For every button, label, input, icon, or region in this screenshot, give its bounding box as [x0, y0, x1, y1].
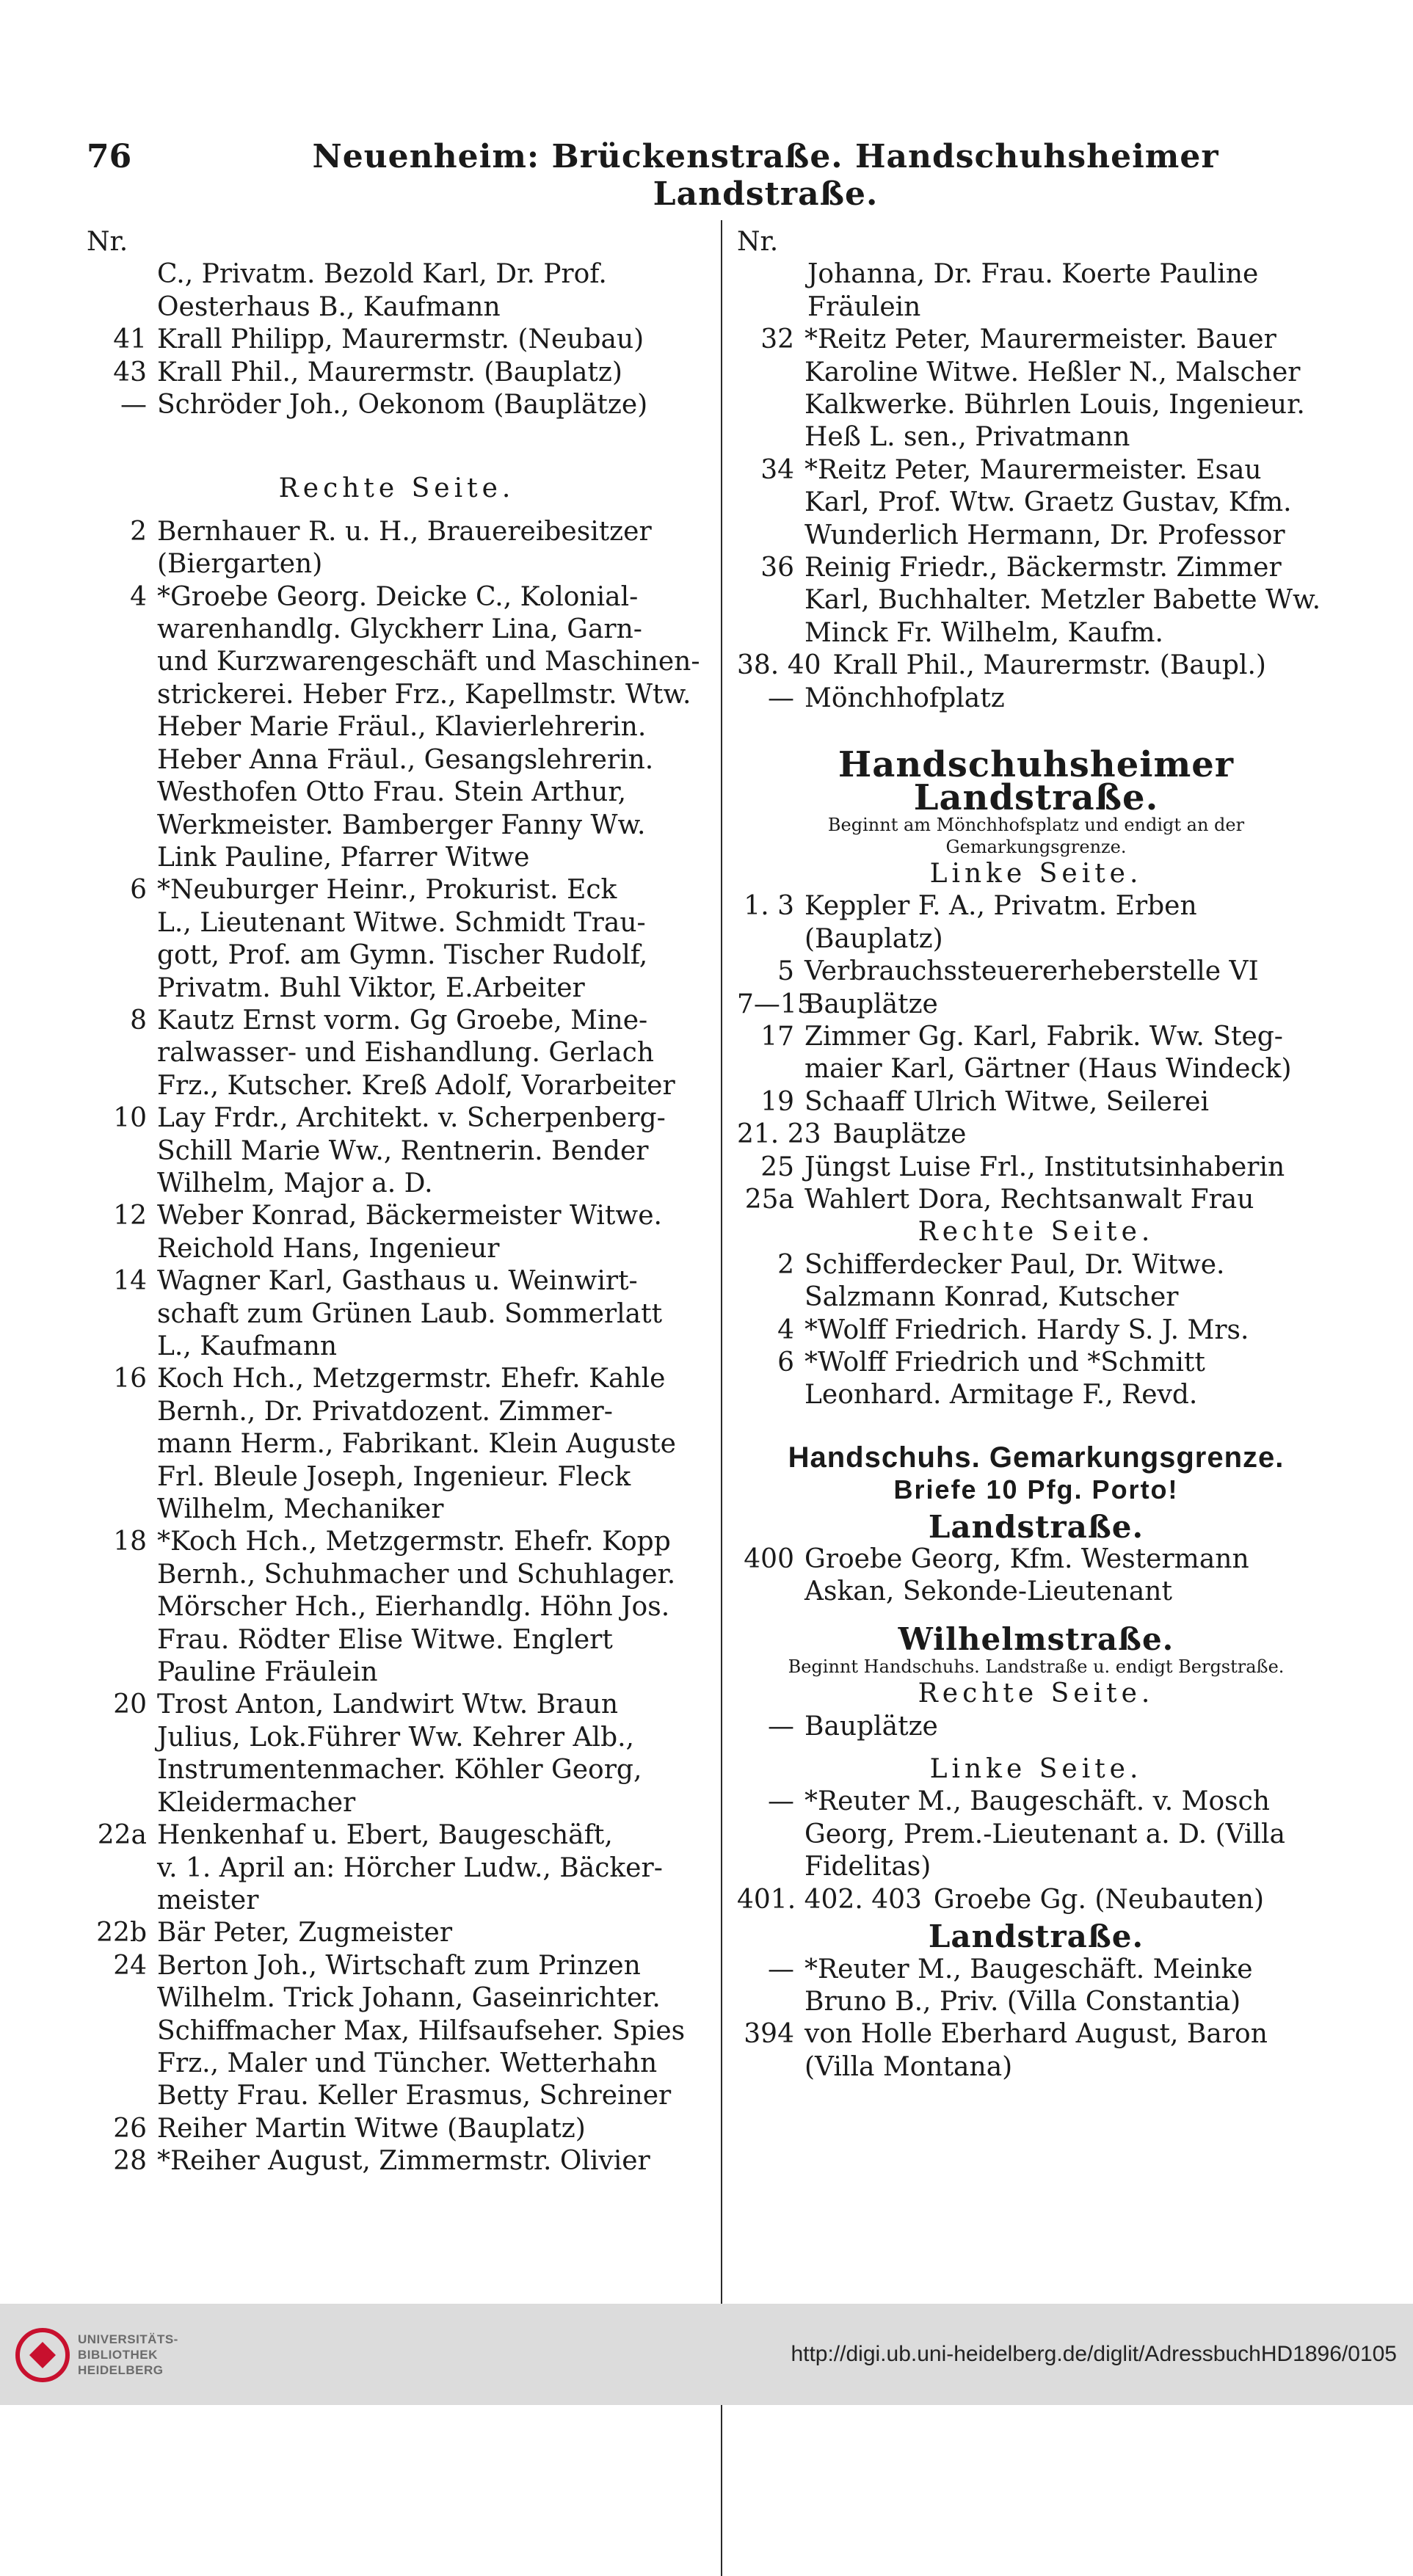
- entry-list: [737, 1711, 1335, 1743]
- house-number: 21. 23: [737, 1119, 821, 1150]
- address-entry: [737, 1884, 1335, 1916]
- entry-text: [804, 683, 1335, 715]
- entry-line: Julius, Lok.Führer Ww. Kehrer Alb.,: [157, 1722, 635, 1753]
- right-column: [737, 226, 1335, 2084]
- entry-line: Minck Fr. Wilhelm, Kaufm.: [804, 617, 1163, 648]
- entry-line: *Reuter M., Baugeschäft. Meinke: [804, 1954, 1253, 1984]
- address-entry: [87, 1917, 707, 1949]
- entry-line: und Kurzwarengeschäft und Maschinen-: [157, 647, 700, 677]
- address-entry: [737, 1249, 1335, 1314]
- address-entry: [87, 1950, 707, 2113]
- address-entry: [737, 683, 1335, 715]
- entry-list: [87, 516, 707, 2178]
- house-number: 32: [760, 324, 794, 355]
- house-number: —: [768, 1711, 794, 1742]
- entry-text: [804, 890, 1335, 956]
- page-number: 76: [87, 138, 132, 175]
- entry-line: Wunderlich Hermann, Dr. Professor: [804, 520, 1285, 550]
- entry-text: [804, 1954, 1335, 2019]
- house-number: 43: [113, 357, 147, 388]
- entry-list: [737, 890, 1335, 1216]
- address-entry: [737, 1347, 1335, 1412]
- address-entry: [87, 2113, 707, 2145]
- entry-line: von Holle Eberhard August, Baron: [804, 2019, 1268, 2050]
- address-entry: [737, 2018, 1335, 2084]
- address-entry: [737, 552, 1335, 650]
- entry-line: L., Lieutenant Witwe. Schmidt Trau-: [157, 907, 646, 938]
- library-name-line: HEIDELBERG: [78, 2363, 164, 2377]
- entry-line: Schill Marie Ww., Rentnerin. Bender: [157, 1135, 649, 1166]
- address-entry: [737, 890, 1335, 956]
- house-number: 12: [113, 1201, 147, 1231]
- entry-line: (Villa Montana): [804, 2051, 1013, 2082]
- entry-line: Betty Frau. Keller Erasmus, Schreiner: [157, 2081, 672, 2111]
- house-number: —: [768, 1954, 794, 1984]
- house-number: 1. 3: [744, 891, 794, 922]
- page-header: [87, 138, 1298, 213]
- address-entry: [87, 2145, 707, 2177]
- entry-list: [737, 1954, 1335, 2084]
- house-number: 38. 40: [737, 650, 821, 681]
- library-name: [78, 2332, 178, 2378]
- entry-text: [157, 874, 707, 1005]
- library-seal-icon: [13, 2326, 72, 2384]
- intro-block: [737, 258, 1335, 324]
- house-number: 16: [113, 1364, 147, 1394]
- address-entry: [737, 1086, 1335, 1118]
- entry-line: Keppler F. A., Privatm. Erben: [804, 891, 1197, 922]
- entry-text: [157, 581, 707, 875]
- address-entry: [87, 1102, 707, 1200]
- street-subtitle: [737, 814, 1335, 858]
- entry-line: gott, Prof. am Gymn. Tischer Rudolf,: [157, 940, 648, 971]
- entry-text: [804, 1711, 1335, 1743]
- intro-block: [87, 258, 707, 324]
- library-name-line: BIBLIOTHEK: [78, 2348, 158, 2362]
- house-number: 25a: [744, 1184, 794, 1215]
- entry-line: Frz., Kutscher. Kreß Adolf, Vorarbeiter: [157, 1070, 675, 1101]
- entry-line: Jüngst Luise Frl., Institutsinhaberin: [804, 1151, 1285, 1182]
- entry-line: Privatm. Buhl Viktor, E.Arbeiter: [157, 972, 585, 1003]
- house-number: 5: [777, 956, 794, 987]
- entry-line: *Wolff Friedrich und *Schmitt: [804, 1347, 1205, 1378]
- entry-text: [804, 1314, 1335, 1347]
- text-line: Gemarkungsgrenze.: [945, 836, 1127, 857]
- street-title-wilhelmstrasse: Wilhelmstraße.: [898, 1620, 1174, 1657]
- house-number: 6: [130, 875, 147, 906]
- text-line: Johanna, Dr. Frau. Koerte Pauline: [807, 259, 1259, 290]
- text-line: C., Privatm. Bezold Karl, Dr. Prof.: [157, 259, 607, 290]
- entry-line: Askan, Sekonde-Lieutenant: [804, 1576, 1172, 1607]
- entry-line: strickerei. Heber Frz., Kapellmstr. Wtw.: [157, 679, 691, 710]
- address-entry: [87, 1819, 707, 1917]
- entry-text: [804, 956, 1335, 988]
- footer-bar: [0, 2304, 1413, 2405]
- text-line: Oesterhaus B., Kaufmann: [157, 291, 501, 322]
- address-entry: [737, 1118, 1335, 1151]
- address-entry: [87, 324, 707, 356]
- house-number: 19: [760, 1086, 794, 1117]
- address-entry: [737, 324, 1335, 454]
- column-divider: [721, 220, 722, 2576]
- entry-line: Schröder Joh., Oekonom (Bauplätze): [157, 390, 648, 421]
- entry-line: Leonhard. Armitage F., Revd.: [804, 1380, 1198, 1411]
- entry-line: Verbrauchssteuererheberstelle VI: [804, 956, 1259, 987]
- entry-line: Mörscher Hch., Eierhandlg. Höhn Jos.: [157, 1592, 670, 1623]
- address-entry: [737, 650, 1335, 682]
- entry-line: Instrumentenmacher. Köhler Georg,: [157, 1755, 642, 1786]
- address-entry: [737, 1543, 1335, 1609]
- house-number: 18: [113, 1527, 147, 1557]
- entry-text: [833, 1118, 1335, 1151]
- entry-line: (Bauplatz): [804, 923, 943, 954]
- house-number: 6: [777, 1347, 794, 1378]
- entry-text: [804, 454, 1335, 552]
- entry-line: *Reitz Peter, Maurermeister. Esau: [804, 454, 1262, 485]
- entry-text: [157, 1950, 707, 2113]
- entry-line: Krall Philipp, Maurermstr. (Neubau): [157, 324, 644, 355]
- entry-line: Berton Joh., Wirtschaft zum Prinzen: [157, 1950, 641, 1981]
- address-entry: [87, 1526, 707, 1689]
- entry-line: Wilhelm. Trick Johann, Gaseinrichter.: [157, 1983, 661, 2014]
- entry-line: Link Pauline, Pfarrer Witwe: [157, 842, 530, 873]
- section-title-right-side: Rechte Seite.: [918, 1217, 1155, 1248]
- house-number: 400: [744, 1544, 794, 1575]
- address-entry: [87, 1363, 707, 1526]
- entry-line: Henkenhaf u. Ebert, Baugeschäft,: [157, 1820, 613, 1851]
- entry-line: Kleidermacher: [157, 1787, 356, 1818]
- entry-line: Wilhelm, Major a. D.: [157, 1168, 433, 1198]
- address-entry: [737, 989, 1335, 1021]
- address-entry: [87, 1689, 707, 1819]
- library-name-line: UNIVERSITÄTS-: [78, 2332, 178, 2346]
- entry-text: [804, 989, 1335, 1021]
- entry-text: [804, 1543, 1335, 1609]
- entry-text: [804, 552, 1335, 650]
- entry-line: Pauline Fräulein: [157, 1657, 378, 1688]
- entry-text: [804, 1021, 1335, 1086]
- entry-line: Heß L. sen., Privatmann: [804, 422, 1130, 453]
- entry-line: Bernhauer R. u. H., Brauereibesitzer: [157, 516, 652, 547]
- house-number: 24: [113, 1950, 147, 1981]
- page-title: Neuenheim: Brückenstraße. Handschuhsheimer Landstraße.: [312, 138, 1219, 213]
- entry-line: Trost Anton, Landwirt Wtw. Braun: [157, 1689, 619, 1720]
- street-subtitle: Beginnt Handschuhs. Landstraße u. endigt Bergstraße.: [788, 1656, 1285, 1678]
- entry-text: [157, 1005, 707, 1102]
- entry-line: (Biergarten): [157, 549, 323, 580]
- entry-text: [157, 1363, 707, 1526]
- house-number: —: [768, 683, 794, 713]
- entry-line: Heber Anna Fräul., Gesangslehrerin.: [157, 744, 654, 775]
- entry-line: Karoline Witwe. Heßler N., Malscher: [804, 357, 1301, 388]
- entry-text: [804, 1151, 1335, 1184]
- entry-text: [804, 2018, 1335, 2084]
- entry-text: [833, 650, 1335, 682]
- entry-text: [157, 389, 707, 421]
- address-entry: [87, 357, 707, 389]
- entry-line: Wahlert Dora, Rechtsanwalt Frau: [804, 1184, 1254, 1215]
- entry-text: [157, 1200, 707, 1265]
- house-number: 401. 402. 403: [737, 1884, 922, 1915]
- address-entry: [737, 1954, 1335, 2019]
- entry-line: Kalkwerke. Bührlen Louis, Ingenieur.: [804, 390, 1305, 421]
- entry-line: Frau. Rödter Elise Witwe. Englert: [157, 1624, 613, 1655]
- street-title-handschuhsheimer-landstrasse: Handschuhsheimer Landstraße.: [838, 744, 1235, 818]
- entry-text: [157, 324, 707, 356]
- entry-list: [737, 1786, 1335, 1916]
- entry-line: Weber Konrad, Bäckermeister Witwe.: [157, 1201, 662, 1231]
- entry-line: Bernh., Schuhmacher und Schuhlager.: [157, 1559, 676, 1590]
- gemarkung-title: Handschuhs. Gemarkungsgrenze.: [788, 1441, 1285, 1474]
- house-number: 4: [777, 1314, 794, 1345]
- entry-text: [157, 1265, 707, 1363]
- entry-text: [157, 2113, 707, 2145]
- house-number: 28: [113, 2146, 147, 2177]
- house-number: 4: [130, 581, 147, 612]
- entry-line: Reinig Friedr., Bäckermstr. Zimmer: [804, 553, 1282, 583]
- entry-text: [804, 1086, 1335, 1118]
- entry-line: v. 1. April an: Hörcher Ludw., Bäcker-: [157, 1852, 663, 1883]
- section-title-left-side: Linke Seite.: [929, 1754, 1143, 1785]
- porto-notice: Briefe 10 Pfg. Porto!: [893, 1474, 1179, 1505]
- entry-line: schaft zum Grünen Laub. Sommerlatt: [157, 1298, 663, 1329]
- entry-list: [737, 1543, 1335, 1609]
- entry-text: [157, 357, 707, 389]
- entry-text: [157, 1689, 707, 1819]
- house-number: 41: [113, 324, 147, 355]
- entry-line: *Reitz Peter, Maurermeister. Bauer: [804, 324, 1276, 355]
- house-number: 20: [113, 1689, 147, 1720]
- entry-line: Groebe Gg. (Neubauten): [933, 1884, 1265, 1915]
- entry-line: Koch Hch., Metzgermstr. Ehefr. Kahle: [157, 1364, 666, 1394]
- entry-line: Reichold Hans, Ingenieur: [157, 1233, 500, 1264]
- address-entry: [737, 1786, 1335, 1883]
- entry-line: Kautz Ernst vorm. Gg Groebe, Mine-: [157, 1005, 648, 1036]
- entry-line: Wilhelm, Mechaniker: [157, 1494, 444, 1525]
- entry-line: Bauplätze: [804, 1711, 938, 1742]
- entry-line: *Groebe Georg. Deicke C., Kolonial-: [157, 581, 639, 612]
- house-number: 2: [130, 516, 147, 547]
- entry-text: [157, 516, 707, 581]
- house-number: 10: [113, 1103, 147, 1134]
- entry-line: Frz., Maler und Tüncher. Wetterhahn: [157, 2048, 658, 2078]
- entry-line: Schifferdecker Paul, Dr. Witwe.: [804, 1249, 1225, 1280]
- entry-line: Zimmer Gg. Karl, Fabrik. Ww. Steg-: [804, 1021, 1283, 1052]
- house-number: 36: [760, 553, 794, 583]
- house-number: —: [768, 1786, 794, 1817]
- entry-text: [804, 1786, 1335, 1883]
- entry-line: Schiffmacher Max, Hilfsaufseher. Spies: [157, 2015, 686, 2046]
- text-line: Beginnt am Mönchhofsplatz und endigt an der: [827, 814, 1245, 835]
- entry-list: [87, 324, 707, 421]
- street-title-landstrasse: Landstraße.: [928, 1508, 1144, 1545]
- entry-line: Reiher Martin Witwe (Bauplatz): [157, 2113, 586, 2144]
- entry-text: [157, 1102, 707, 1200]
- entry-line: Bauplätze: [804, 989, 938, 1019]
- entry-line: Heber Marie Fräul., Klavierlehrerin.: [157, 712, 647, 743]
- entry-line: warenhandlg. Glyckherr Lina, Garn-: [157, 614, 642, 645]
- address-entry: [87, 581, 707, 875]
- entry-line: L., Kaufmann: [157, 1331, 338, 1361]
- entry-line: Groebe Georg, Kfm. Westermann: [804, 1544, 1249, 1575]
- house-number: 14: [113, 1266, 147, 1297]
- entry-line: maier Karl, Gärtner (Haus Windeck): [804, 1054, 1292, 1085]
- entry-line: Karl, Buchhalter. Metzler Babette Ww.: [804, 585, 1321, 616]
- entry-list: [737, 1249, 1335, 1412]
- entry-text: [157, 1917, 707, 1949]
- entry-text: [804, 324, 1335, 454]
- street-title-landstrasse: Landstraße.: [928, 1918, 1144, 1955]
- left-column: [87, 226, 707, 2178]
- entry-text: [804, 1347, 1335, 1412]
- entry-text: [804, 1249, 1335, 1314]
- entry-line: Schaaff Ulrich Witwe, Seilerei: [804, 1086, 1210, 1117]
- house-number: 17: [760, 1021, 794, 1052]
- entry-list: [737, 324, 1335, 715]
- entry-line: Werkmeister. Bamberger Fanny Ww.: [157, 809, 646, 840]
- address-entry: [737, 956, 1335, 988]
- nr-label: Nr.: [87, 227, 128, 257]
- entry-line: Fidelitas): [804, 1852, 931, 1882]
- entry-text: [804, 1184, 1335, 1216]
- house-number: 34: [760, 454, 794, 485]
- entry-line: meister: [157, 1885, 259, 1915]
- address-entry: [737, 1184, 1335, 1216]
- entry-line: Wagner Karl, Gasthaus u. Weinwirt-: [157, 1266, 638, 1297]
- entry-line: Bruno B., Priv. (Villa Constantia): [804, 1986, 1241, 2017]
- section-title-right-side: Rechte Seite.: [278, 473, 515, 504]
- entry-line: *Wolff Friedrich. Hardy S. J. Mrs.: [804, 1314, 1249, 1345]
- section-title-right-side: Rechte Seite.: [918, 1678, 1155, 1709]
- house-number: 26: [113, 2113, 147, 2144]
- entry-line: Salzmann Konrad, Kutscher: [804, 1282, 1179, 1313]
- entry-line: Bernh., Dr. Privatdozent. Zimmer-: [157, 1396, 613, 1427]
- address-entry: [87, 874, 707, 1005]
- entry-line: Krall Phil., Maurermstr. (Bauplatz): [157, 357, 622, 388]
- entry-line: Georg, Prem.-Lieutenant a. D. (Villa: [804, 1819, 1286, 1849]
- house-number: 394: [744, 2019, 794, 2050]
- entry-line: Frl. Bleule Joseph, Ingenieur. Fleck: [157, 1461, 631, 1492]
- house-number: 22a: [97, 1820, 147, 1851]
- address-entry: [737, 454, 1335, 552]
- entry-text: [934, 1884, 1335, 1916]
- entry-line: mann Herm., Fabrikant. Klein Auguste: [157, 1429, 676, 1460]
- entry-line: Mönchhofplatz: [804, 683, 1005, 713]
- address-entry: [737, 1151, 1335, 1184]
- entry-line: Lay Frdr., Architekt. v. Scherpenberg-: [157, 1103, 666, 1134]
- entry-line: *Neuburger Heinr., Prokurist. Eck: [157, 875, 617, 906]
- entry-text: [157, 1819, 707, 1917]
- entry-line: Krall Phil., Maurermstr. (Baupl.): [832, 650, 1266, 681]
- section-title-left-side: Linke Seite.: [929, 858, 1143, 889]
- house-number: —: [120, 390, 147, 421]
- address-entry: [87, 1265, 707, 1363]
- address-entry: [87, 516, 707, 581]
- library-logo[interactable]: [13, 2326, 178, 2384]
- entry-line: *Reuter M., Baugeschäft. v. Mosch: [804, 1786, 1270, 1817]
- entry-line: Bauplätze: [832, 1119, 967, 1150]
- house-number: 25: [760, 1151, 794, 1182]
- house-number: 7—15: [737, 989, 814, 1019]
- address-entry: [737, 1711, 1335, 1743]
- entry-line: ralwasser- und Eishandlung. Gerlach: [157, 1038, 654, 1069]
- house-number: 2: [777, 1249, 794, 1280]
- address-entry: [737, 1314, 1335, 1347]
- text-line: Fräulein: [807, 291, 921, 322]
- address-entry: [87, 1005, 707, 1102]
- source-url-link[interactable]: http://digi.ub.uni-heidelberg.de/diglit/AdressbuchHD1896/0105: [791, 2342, 1397, 2366]
- entry-line: Westhofen Otto Frau. Stein Arthur,: [157, 777, 627, 808]
- entry-line: *Reiher August, Zimmermstr. Olivier: [157, 2146, 650, 2177]
- entry-text: [157, 1526, 707, 1689]
- address-entry: [87, 1200, 707, 1265]
- entry-line: Karl, Prof. Wtw. Graetz Gustav, Kfm.: [804, 487, 1292, 518]
- house-number: 22b: [96, 1918, 147, 1949]
- address-entry: [737, 1021, 1335, 1086]
- address-entry: [87, 389, 707, 421]
- entry-line: *Koch Hch., Metzgermstr. Ehefr. Kopp: [157, 1527, 671, 1557]
- nr-label: Nr.: [737, 227, 779, 257]
- house-number: 8: [130, 1005, 147, 1036]
- entry-text: [157, 2145, 707, 2177]
- entry-line: Bär Peter, Zugmeister: [157, 1918, 453, 1949]
